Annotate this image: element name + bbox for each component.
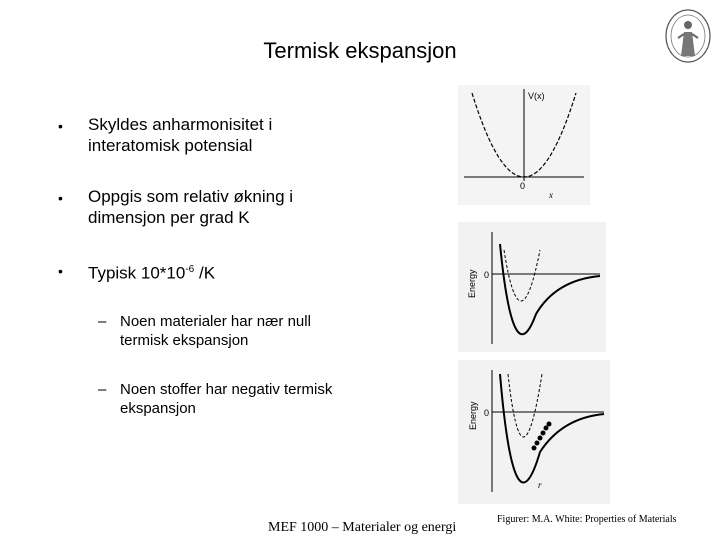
figure-axis-label: r	[538, 480, 542, 490]
figure-credit: Figurer: M.A. White: Properties of Materials	[497, 514, 677, 525]
harmonic-potential-figure	[458, 85, 590, 205]
bullet-text-line: Skyldes anharmonisitet i	[88, 115, 273, 134]
figure-axis-label: 0	[520, 181, 526, 191]
sub-bullet-text-line: Noen materialer har nær null	[120, 313, 311, 330]
negative-expansion-figure	[458, 360, 610, 504]
bullet-text-suffix: /K	[194, 263, 216, 283]
sub-bullet-marker: –	[98, 313, 107, 330]
university-seal-logo	[664, 8, 712, 64]
bullet-text-line: dimensjon per grad K	[88, 208, 250, 227]
figure-axis-label: V(x)	[528, 91, 545, 101]
bullet-text-line	[88, 259, 215, 284]
figure-axis-label: 0	[484, 270, 490, 280]
figure-axis-label: Energy	[468, 401, 478, 430]
figure-axis-label: Energy	[467, 269, 477, 298]
sub-bullet-text-line: ekspansjon	[120, 400, 196, 417]
figure-axis-label: x	[549, 190, 553, 200]
bullet-marker: •	[58, 263, 63, 279]
bullet-text-prefix: Typisk 10*10	[88, 263, 186, 283]
figure-axis-label: 0	[484, 408, 490, 418]
bullet-marker: •	[58, 190, 63, 206]
bullet-text-line: Oppgis som relativ økning i	[88, 187, 294, 206]
sub-bullet-text-line: termisk ekspansjon	[120, 332, 249, 349]
sub-bullet-text-line: Noen stoffer har negativ termisk	[120, 381, 333, 398]
bullet-text-line: interatomisk potensial	[88, 136, 253, 155]
slide-footer: MEF 1000 – Materialer og energi	[268, 520, 457, 535]
bullet-marker: •	[58, 118, 63, 134]
bullet-text-exponent: -6	[185, 264, 195, 275]
slide-title: Termisk ekspansjon	[263, 38, 457, 63]
anharmonic-potential-figure	[458, 222, 606, 352]
sub-bullet-marker: –	[98, 381, 107, 398]
